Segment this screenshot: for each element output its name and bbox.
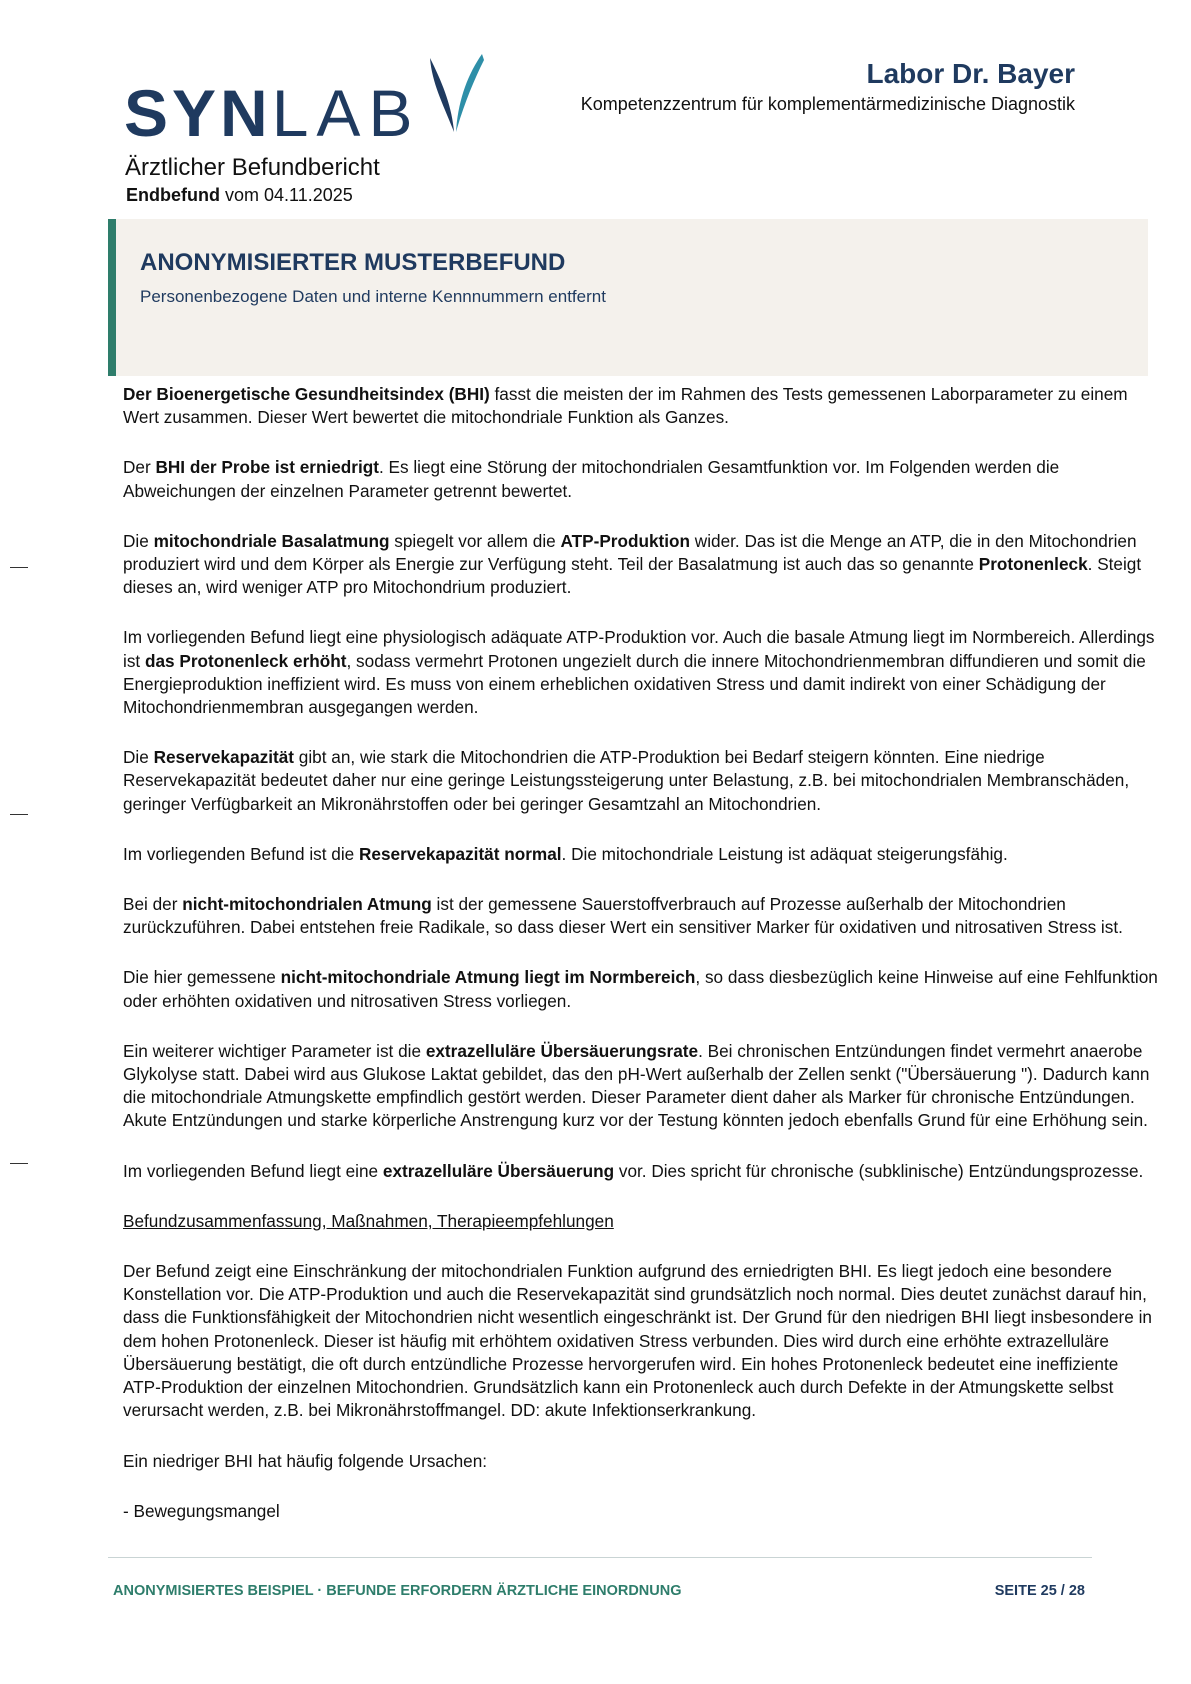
text: Im vorliegenden Befund liegt eine physiologisch adäquate ATP-Produktion vor. Auch die basale Atmung liegt im Normbereich. Allerdings ist xyxy=(123,627,1155,671)
paragraph-bhi-result xyxy=(123,456,1158,502)
lab-subtitle: Kompetenzzentrum für komplementärmedizinische Diagnostik xyxy=(580,94,1075,114)
text: Im vorliegenden Befund ist die xyxy=(123,843,359,864)
term-non-mito-respiration: nicht-mitochondrialen Atmung xyxy=(182,894,432,915)
text: Ein weiterer wichtiger Parameter ist die xyxy=(123,1040,426,1061)
banner-title: ANONYMISIERTER MUSTERBEFUND xyxy=(140,249,566,276)
synlab-logo xyxy=(124,54,504,150)
paragraph-acidification xyxy=(123,1040,1158,1133)
paragraph-proton-leak-result xyxy=(123,626,1158,719)
text: . Es liegt eine Störung der mitochondrialen Gesamtfunktion vor. Im Folgenden werden die Abweichungen der einzelnen Parameter getrennt bewertet. xyxy=(123,457,1060,501)
term-reserve-capacity: Reservekapazität xyxy=(153,747,295,768)
finding-reserve-capacity: Reservekapazität normal xyxy=(359,843,562,864)
term-acidification-rate: extrazelluläre Übersäuerungsrate xyxy=(425,1040,699,1061)
text: Die xyxy=(123,530,154,551)
margin-mark xyxy=(10,814,28,815)
paragraph-basal-respiration xyxy=(123,530,1158,600)
text: Die hier gemessene xyxy=(123,967,281,988)
term-proton-leak: Protonenleck xyxy=(978,554,1088,575)
margin-mark xyxy=(10,567,28,568)
report-date: vom 04.11.2025 xyxy=(219,185,353,205)
text: ist der gemessene Sauerstoffverbrauch auf Prozesse außerhalb der Mitochondrien zurückzuführen. Dabei entstehen freie Radikale, so dass dieser Wert ein sensitiver Marker für oxidativen und nitrosativen Stress ist. xyxy=(123,894,1123,938)
margin-mark xyxy=(10,1163,28,1164)
report-body xyxy=(123,383,1158,1550)
paragraph-summary: Der Befund zeigt eine Einschränkung der mitochondrialen Funktion aufgrund des erniedrigten BHI. Es liegt jedoch eine besondere Konstellation vor. Die ATP-Produktion und auch die Reservekapazität sind grundsätzlich noch normal. Dies deutet zunächst darauf hin, dass die Funktionsfähigkeit der Mitochondrien nicht wesentlich eingeschränkt ist. Der Grund für den niedrigen BHI liegt insbesondere in dem hohen Protonenleck. Dieser ist häufig mit erhöhtem oxidativen Stress verbunden. Dies wird durch eine erhöhte extrazelluläre Übersäuerung bestätigt, die oft durch entzündliche Prozesse hervorgerufen wird. Ein hohes Protonenleck bedeutet eine ineffiziente ATP-Produktion der einzelnen Mitochondrien. Grundsätzlich kann ein Protonenleck auch durch Defekte in der Atmungskette selbst verursacht werden, z.B. bei Mikronährstoffmangel. DD: akute Infektionserkrankung. xyxy=(123,1261,1152,1421)
section-heading-summary xyxy=(123,1210,1158,1233)
paragraph-causes-intro: Ein niedriger BHI hat häufig folgende Ursachen: xyxy=(123,1450,488,1471)
list-item-cause: - Bewegungsmangel xyxy=(123,1500,280,1521)
logo-text-lab: LAB xyxy=(271,76,421,150)
text: vor. Dies spricht für chronische (subklinische) Entzündungsprozesse. xyxy=(614,1160,1144,1181)
text: Die xyxy=(123,747,154,768)
term-bhi: Der Bioenergetische Gesundheitsindex (BHI) xyxy=(123,384,490,404)
paragraph-reserve-capacity xyxy=(123,746,1158,816)
footer-divider xyxy=(108,1557,1092,1558)
lab-name: Labor Dr. Bayer xyxy=(866,58,1075,89)
paragraph-acidification-result xyxy=(123,1160,1158,1183)
text: . Die mitochondriale Leistung ist adäquat steigerungsfähig. xyxy=(561,843,1008,864)
logo-text-syn: SYN xyxy=(124,76,272,150)
footer-disclaimer: ANONYMISIERTES BEISPIEL · BEFUNDE ERFORDERN ÄRZTLICHE EINORDNUNG xyxy=(113,1583,682,1599)
page-number: SEITE 25 / 28 xyxy=(994,1583,1085,1599)
text: Im vorliegenden Befund liegt eine xyxy=(123,1160,383,1181)
text: spiegelt vor allem die xyxy=(389,530,561,551)
finding-acidification: extrazelluläre Übersäuerung xyxy=(382,1160,615,1181)
finding-non-mito: nicht-mitochondriale Atmung liegt im Normbereich xyxy=(280,967,696,988)
term-atp-production: ATP-Produktion xyxy=(560,530,691,551)
section-heading-text: Befundzusammenfassung, Maßnahmen, Therapieempfehlungen xyxy=(123,1210,614,1231)
logo-swoosh-icon xyxy=(428,54,488,134)
text: fasst die meisten der im Rahmen des Tests gemessenen Laborparameter zu einem Wert zusammen. Dieser Wert bewertet die mitochondriale Funktion als Ganzes. xyxy=(123,384,1128,428)
document-date xyxy=(126,185,353,206)
text: . Steigt dieses an, wird weniger ATP pro Mitochondrium produziert. xyxy=(123,554,1142,598)
text: gibt an, wie stark die Mitochondrien die ATP-Produktion bei Bedarf steigern könnten. Eine niedrige Reservekapazität bedeutet daher nur eine geringe Leistungssteigerung unter Belastung, z.B. bei mitochondrialen Membranschäden, geringer Verfügbarkeit an Mikronährstoffen oder bei geringer Gesamtzahl an Mitochondrien. xyxy=(123,747,1130,814)
text: Der xyxy=(123,457,156,478)
banner-subtitle: Personenbezogene Daten und interne Kennnummern entfernt xyxy=(140,287,606,306)
document-type: Ärztlicher Befundbericht xyxy=(125,154,380,181)
text: , so dass diesbezüglich keine Hinweise auf eine Fehlfunktion oder erhöhten oxidativen und nitrosativen Stress vorliegen. xyxy=(123,967,1158,1011)
paragraph-reserve-capacity-result xyxy=(123,843,1158,866)
finding-proton-leak: das Protonenleck erhöht xyxy=(144,650,347,671)
finding-bhi: BHI der Probe ist erniedrigt xyxy=(155,457,379,478)
text: . Bei chronischen Entzündungen findet vermehrt anaerobe Glykolyse statt. Dabei wird aus Glukose Laktat gebildet, das den pH-Wert außerhalb der Zellen senkt ("Übersäuerung "). Dadurch kann die mitochondriale Atmungskette empfindlich gestört werden. Dieser Parameter dient daher als Marker für chronische Entzündungen. Akute Entzündungen und starke körperliche Anstrengung kurz vor der Testung könnten jedoch ebenfalls Grund für eine Erhöhung sein. xyxy=(123,1040,1150,1131)
paragraph-non-mito-result xyxy=(123,966,1158,1012)
text: Bei der xyxy=(123,894,183,915)
logo-wordmark xyxy=(124,76,421,150)
text: wider. Das ist die Menge an ATP, die in den Mitochondrien produziert wird und dem Körper als Energie zur Verfügung steht. Teil der Basalatmung ist auch das so genannte xyxy=(123,530,1137,575)
text: , sodass vermehrt Protonen ungezielt durch die innere Mitochondrienmembran diffundieren und somit die Energieproduktion ineffizient wird. Es muss von einem erheblichen oxidativen Stress und damit indirekt von einer Schädigung der Mitochondrienmembran ausgegangen werden. xyxy=(123,650,1146,718)
anonymization-banner xyxy=(108,219,1148,376)
paragraph-bhi-intro xyxy=(123,383,1158,429)
report-status: Endbefund xyxy=(126,185,220,205)
term-basal-respiration: mitochondriale Basalatmung xyxy=(153,530,390,551)
paragraph-non-mito-respiration xyxy=(123,893,1158,939)
